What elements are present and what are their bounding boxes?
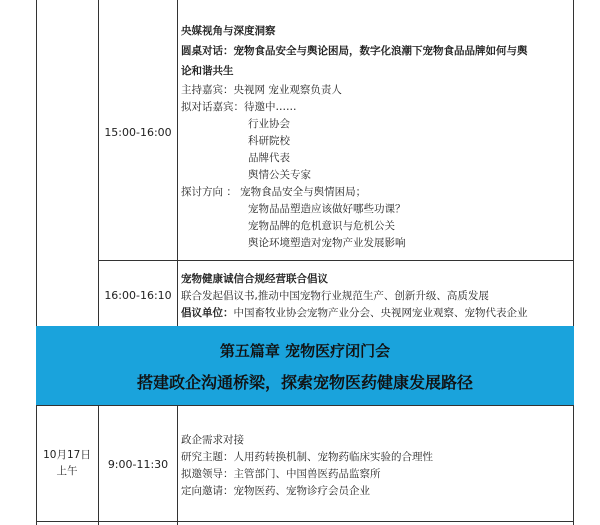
session1-direction-label: 探讨方向 ： 宠物食品安全与舆情困局；	[181, 186, 367, 198]
session2-unit	[181, 306, 528, 320]
row-divider	[98, 260, 574, 261]
guest-item: 行业协会	[248, 118, 290, 130]
session1-time: 15:00-16:00	[104, 126, 172, 139]
table-border-time-col	[177, 0, 178, 326]
table-border-right	[573, 0, 574, 525]
session3-line: 定向邀请：宠物医药、宠物诊疗会员企业	[181, 485, 370, 497]
session3-date-period: 上午	[56, 465, 78, 477]
row-divider	[36, 405, 574, 406]
guest-item: 舆情公关专家	[248, 169, 311, 181]
session3-line: 拟邀领导：主管部门、中国兽医药品监察所	[181, 468, 381, 480]
banner-title: 第五篇章 宠物医疗闭门会	[219, 342, 391, 360]
direction-item: 宠物品品塑造应该做好哪些功课？	[248, 203, 406, 215]
session3-time: 9:00-11:30	[107, 458, 169, 471]
chapter-banner	[36, 326, 574, 405]
session2-line: 联合发起倡议书,推动中国宠物行业规范生产、创新升级、高质发展	[181, 290, 489, 302]
table-border-date-col	[98, 0, 99, 326]
session1-guests-label: 拟对话嘉宾：待邀中……	[181, 101, 297, 113]
session1-host: 主持嘉宾：央视网 宠业观察负责人	[181, 84, 342, 96]
guest-item: 科研院校	[248, 135, 290, 147]
unit-label: 倡议单位：	[181, 307, 234, 319]
row-divider	[36, 521, 574, 522]
session2-title: 宠物健康诚信合规经营联合倡议	[181, 273, 328, 285]
session1-title: 央媒视角与深度洞察	[181, 25, 276, 37]
session3-line: 研究主题：人用药转换机制、宠物药临床实验的合理性	[181, 451, 433, 463]
direction-item: 舆论环境塑造对宠物产业发展影响	[248, 237, 406, 249]
direction-item: 宠物品牌的危机意识与危机公关	[248, 220, 395, 232]
banner-subtitle: 搭建政企沟通桥梁，探索宠物医药健康发展路径	[136, 373, 473, 392]
session3-line: 政企需求对接	[181, 434, 244, 446]
session1-roundtable: 圆桌对话：宠物食品安全与舆论困局，数字化浪潮下宠物食品品牌如何与舆	[181, 45, 528, 57]
unit-value: 中国畜牧业协会宠物产业分会、央视网宠业观察、宠物代表企业	[233, 307, 528, 319]
guest-item: 品牌代表	[248, 152, 290, 164]
session1-roundtable-cont: 论和谐共生	[181, 65, 234, 77]
session3-date: 10月17日	[43, 449, 91, 461]
session2-time: 16:00-16:10	[104, 289, 172, 302]
